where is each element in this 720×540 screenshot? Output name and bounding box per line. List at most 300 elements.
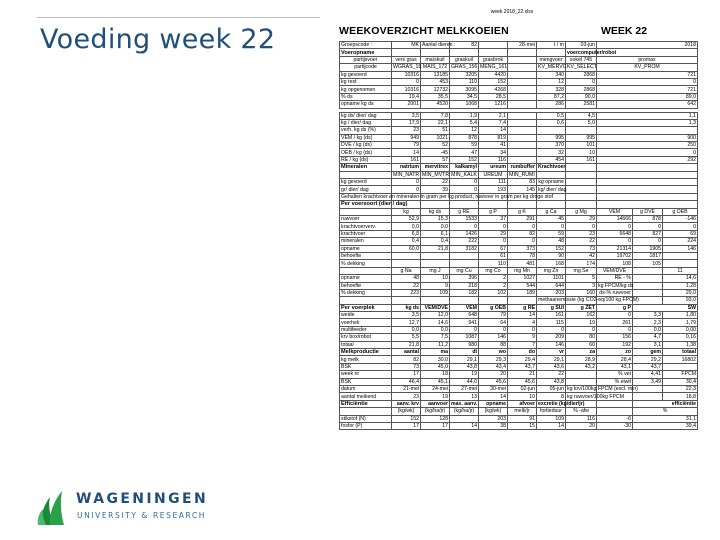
- sheet-cell: 827: [633, 230, 663, 237]
- sheet-cell: 14,6: [663, 275, 698, 282]
- sheet-row: [340, 385, 698, 392]
- sheet-cell: 61: [479, 252, 508, 259]
- sheet-cell: 160: [566, 289, 597, 296]
- sheet-row: [340, 193, 698, 200]
- sheet-row: [340, 252, 698, 259]
- sheet-cell: 22: [421, 179, 450, 186]
- sheet-row: [340, 312, 698, 319]
- sheet-cell: 1,79: [663, 319, 698, 326]
- sheet-cell: VEM/DVE: [597, 267, 633, 274]
- sheet-row: [340, 156, 698, 163]
- sheet-cell: kg opname: [538, 179, 564, 186]
- sheet-cell: 1,38: [663, 341, 698, 348]
- sheet-cell: 20: [479, 371, 508, 378]
- weekly-overview-sheet: [327, 9, 697, 535]
- sheet-cell: 396: [450, 275, 479, 282]
- sheet-header: [339, 25, 697, 40]
- sheet-cell: 6648: [597, 230, 633, 237]
- sheet-cell: 43,4: [479, 363, 508, 370]
- sheet-cell: 3,3: [633, 312, 663, 319]
- sheet-cell: [450, 201, 479, 208]
- sheet-cell: [421, 49, 450, 56]
- sheet-cell: 39: [421, 186, 450, 193]
- sheet-cell: mg Zn: [537, 267, 566, 274]
- sheet-cell: verh. kg ds (%): [340, 127, 392, 134]
- sheet-cell: 1216: [479, 101, 508, 108]
- sheet-cell: aanv. krv: [392, 400, 421, 407]
- sheet-cell: [392, 252, 421, 259]
- sheet-cell: kg melk: [340, 356, 392, 363]
- sheet-cell: 69: [663, 230, 698, 237]
- sheet-cell: [597, 186, 698, 193]
- sheet-cell: RE / kg (ds): [340, 156, 392, 163]
- sheet-cell: 83: [508, 179, 537, 186]
- sheet-cell: 115: [537, 319, 566, 326]
- sheet-cell: 45,0: [421, 363, 450, 370]
- sheet-cell: 29: [479, 230, 508, 237]
- sheet-row: [340, 64, 698, 71]
- sheet-cell: 454: [537, 156, 566, 163]
- sheet-cell: (kg/ha/jr): [450, 408, 479, 415]
- sheet-cell: 43,8: [537, 378, 566, 385]
- sheet-cell: 88: [479, 341, 508, 348]
- sheet-cell: afvoer: [508, 400, 537, 407]
- sheet-row: [340, 86, 698, 93]
- sheet-cell: [450, 415, 479, 422]
- sheet-cell: 0,0: [392, 326, 421, 333]
- sheet-cell: 105: [633, 260, 663, 267]
- sheet-cell: 145: [508, 186, 537, 193]
- sheet-cell: 3,5: [392, 312, 421, 319]
- sheet-cell: 168: [537, 260, 566, 267]
- sheet-cell: MIN_MVTR: [422, 171, 450, 178]
- logo-subtitle: UNIVERSITY & RESEARCH: [77, 511, 207, 520]
- sheet-cell: g P: [479, 208, 508, 215]
- sheet-cell: [479, 297, 508, 304]
- sheet-cell: ureum: [479, 164, 508, 171]
- sheet-row: [340, 71, 698, 78]
- sheet-cell: [537, 49, 566, 56]
- sheet-cell: 43,7: [508, 363, 537, 370]
- sheet-cell: [633, 289, 663, 296]
- sheet-row: [340, 275, 698, 282]
- sheet-cell: 73: [392, 363, 421, 370]
- sheet-cell: kg ruwvoer/100kg FPCM: [567, 393, 625, 400]
- sheet-cell: [566, 371, 597, 378]
- sheet-cell: 15,3: [421, 215, 450, 222]
- sheet-cell: g SUI: [537, 304, 566, 311]
- sheet-cell: 0: [597, 238, 633, 245]
- sheet-cell: [340, 408, 392, 415]
- sheet-cell: 59: [537, 230, 566, 237]
- sheet-cell: 20: [566, 422, 597, 429]
- slide-title: Voeding week 22: [40, 24, 276, 55]
- sheet-cell: 17: [392, 371, 421, 378]
- sheet-cell: 17: [392, 422, 421, 429]
- sheet-cell: 0: [508, 223, 537, 230]
- sheet-cell: 6,1: [421, 230, 450, 237]
- sheet-cell: kg krv/100kg FPCM (excl. min): [567, 386, 638, 393]
- sheet-cell: 116: [566, 415, 597, 422]
- sheet-cell: % eiwit: [597, 378, 633, 385]
- sheet-cell: 0: [537, 326, 566, 333]
- sheet-cell: 38: [479, 422, 508, 429]
- sheet-row: [340, 260, 698, 267]
- sheet-cell: KV_SELECT: [567, 64, 597, 71]
- sheet-cell: 28,9: [566, 356, 597, 363]
- sheet-row: [340, 304, 698, 311]
- sheet-cell: 0,16: [663, 334, 698, 341]
- sheet-cell: 10: [566, 149, 597, 156]
- sheet-cell: Efficiëntie: [340, 400, 392, 407]
- sheet-cell: [450, 49, 479, 56]
- sheet-cell: 35,5: [421, 93, 450, 100]
- sheet-cell: [633, 275, 663, 282]
- sheet-cell: 80: [566, 334, 597, 341]
- sheet-cell: voerhek: [340, 319, 392, 326]
- sheet-cell: (kg/ha/jr): [421, 408, 450, 415]
- sheet-cell: [421, 260, 450, 267]
- sheet-cell: 29,4: [508, 356, 537, 363]
- sheet-cell: [340, 297, 392, 304]
- sheet-row: [340, 371, 698, 378]
- sheet-cell: 11,2: [421, 341, 450, 348]
- sheet-cell: 5,0: [566, 119, 597, 126]
- sheet-cell: mineralen: [340, 238, 392, 245]
- sheet-cell: opname kg ds: [340, 101, 392, 108]
- sheet-cell: 152: [537, 245, 566, 252]
- sheet-cell: 03-jun: [566, 42, 597, 49]
- sheet-cell: 0,4: [392, 238, 421, 245]
- sheet-cell: 648: [450, 312, 479, 319]
- sheet-cell: [597, 193, 698, 200]
- sheet-cell: 193: [479, 186, 508, 193]
- sheet-cell: 29,1: [450, 356, 479, 363]
- sheet-cell: 12732: [421, 86, 450, 93]
- sheet-cell: g RE: [508, 304, 537, 311]
- sheet-cell: 14,6: [421, 319, 450, 326]
- sheet-cell: MAIS_172: [421, 64, 450, 71]
- sheet-cell: 46,4: [392, 378, 421, 385]
- sheet-cell: behoefte: [340, 252, 392, 259]
- sheet-cell: 8: [537, 393, 566, 400]
- sheet-row: [340, 415, 698, 422]
- sheet-cell: 19,4: [392, 93, 421, 100]
- sheet-cell: 45: [537, 215, 566, 222]
- sheet-cell: 43,1: [597, 363, 633, 370]
- sheet-cell: MIN_KALK: [451, 171, 477, 178]
- sheet-cell: vers gras: [392, 56, 421, 63]
- sheet-cell: [508, 142, 537, 149]
- sheet-cell: 1,9: [450, 112, 479, 119]
- sheet-cell: 721: [597, 71, 698, 78]
- sheet-cell: 10: [508, 393, 537, 400]
- sheet-cell: 02-jun: [508, 385, 537, 392]
- sheet-cell: 370: [537, 142, 566, 149]
- sheet-cell: 44,0: [450, 378, 479, 385]
- sheet-cell: 189: [508, 289, 537, 296]
- sheet-cell: kg/ dier/ dag: [538, 186, 567, 193]
- sheet-row: [340, 42, 698, 49]
- sheet-cell: kg ds/ dier/ dag: [340, 112, 392, 119]
- sheet-cell: [340, 171, 392, 178]
- sheet-cell: mg Se: [566, 267, 597, 274]
- sheet-cell: 27-mei: [450, 385, 479, 392]
- sheet-cell: 12: [537, 78, 566, 85]
- sheet-cell: 23: [566, 230, 597, 237]
- sheet-cell: 29,2: [633, 356, 663, 363]
- sheet-row: [340, 349, 698, 356]
- sheet-cell: 60: [566, 341, 597, 348]
- sheet-cell: [566, 179, 597, 186]
- sheet-cell: 16802: [663, 356, 698, 363]
- sheet-week-label: WEEK 22: [601, 25, 648, 37]
- sheet-cell: 82: [450, 42, 479, 49]
- sheet-cell: 2,1: [479, 112, 508, 119]
- sheet-cell: 9: [508, 334, 537, 341]
- sheet-cell: 102: [479, 289, 508, 296]
- sheet-cell: 995: [566, 134, 597, 141]
- sheet-row: [340, 238, 698, 245]
- sheet-cell: 261: [597, 319, 633, 326]
- sheet-cell: [508, 93, 537, 100]
- sheet-cell: 1,1: [597, 112, 698, 119]
- sheet-cell: 28-mei: [508, 42, 537, 49]
- sheet-row: [340, 422, 698, 429]
- sheet-cell: opname: [340, 245, 392, 252]
- sheet-cell: VEM: [450, 304, 479, 311]
- sheet-cell: [508, 56, 537, 63]
- sheet-cell: 30,0: [421, 356, 450, 363]
- sheet-cell: kg FPCM/kg ds: [598, 282, 634, 289]
- sheet-cell: 12,0: [421, 312, 450, 319]
- sheet-cell: 29,3: [479, 356, 508, 363]
- sheet-cell: 0: [663, 223, 698, 230]
- sheet-cell: 0: [450, 186, 479, 193]
- sheet-cell: 28,4: [597, 356, 633, 363]
- sheet-cell: kg ds: [392, 304, 421, 311]
- sheet-cell: excretie (kg/dier/jr): [538, 400, 585, 407]
- sheet-cell: 182: [450, 289, 479, 296]
- sheet-cell: kg opgenomen: [340, 86, 392, 93]
- sheet-cell: 4,5: [566, 112, 597, 119]
- sheet-cell: 146: [537, 341, 566, 348]
- sheet-cell: ruwvoer: [340, 215, 392, 222]
- sheet-cell: 45,6: [479, 378, 508, 385]
- sheet-row: [340, 201, 698, 208]
- sheet-cell: 111: [479, 179, 508, 186]
- sheet-cell: 1817: [633, 252, 663, 259]
- sheet-cell: 64: [479, 319, 508, 326]
- sheet-cell: g Mg: [566, 208, 597, 215]
- sheet-cell: aanvoer: [421, 400, 450, 407]
- sheet-cell: [597, 127, 698, 134]
- sheet-cell: week nr: [340, 371, 392, 378]
- sheet-cell: 203: [479, 415, 508, 422]
- sheet-cell: 29: [566, 215, 597, 222]
- sheet-cell: [392, 49, 421, 56]
- sheet-cell: [597, 408, 633, 415]
- sheet-cell: 3095: [450, 86, 479, 93]
- sheet-cell: 05-jun: [537, 385, 566, 392]
- sheet-cell: (kg/wk): [392, 408, 421, 415]
- sheet-cell: 0,0: [633, 326, 663, 333]
- sheet-row: [340, 179, 698, 186]
- sheet-cell: 89,0: [597, 93, 698, 100]
- sheet-row: [340, 215, 698, 222]
- sheet-cell: 0: [392, 78, 421, 85]
- sheet-cell: 28,5: [479, 93, 508, 100]
- sheet-cell: krv box/robot: [340, 334, 392, 341]
- sheet-cell: 11: [663, 267, 698, 274]
- sheet-cell: 0: [566, 223, 597, 230]
- sheet-cell: 0: [633, 238, 663, 245]
- sheet-cell: g ZET: [566, 304, 597, 311]
- sheet-cell: 128: [421, 415, 450, 422]
- sheet-cell: ma: [421, 349, 450, 356]
- sheet-cell: 0: [537, 223, 566, 230]
- sheet-cell: 4420: [479, 71, 508, 78]
- overview-table-body: [340, 42, 698, 430]
- sheet-cell: 23: [392, 393, 421, 400]
- sheet-row: [340, 334, 698, 341]
- sheet-cell: 941: [450, 319, 479, 326]
- sheet-cell: 42: [566, 252, 597, 259]
- sheet-cell: 22,1: [421, 119, 450, 126]
- sheet-cell: 14: [479, 393, 508, 400]
- sheet-cell: 7,4: [479, 119, 508, 126]
- sheet-cell: 995: [537, 134, 566, 141]
- sheet-cell: 45,1: [421, 378, 450, 385]
- sheet-cell: -146: [663, 215, 698, 222]
- sheet-cell: [340, 267, 392, 274]
- sheet-row: [340, 341, 698, 348]
- sheet-cell: natrium: [392, 164, 421, 171]
- sheet-cell: 101: [566, 142, 597, 149]
- sheet-cell: 10316: [392, 86, 421, 93]
- sheet-row: [340, 127, 698, 134]
- sheet-cell: 13: [450, 393, 479, 400]
- sheet-cell: 5,5: [392, 334, 421, 341]
- sheet-cell: 161: [566, 156, 597, 163]
- sheet-cell: 0: [633, 223, 663, 230]
- sheet-cell: Per voersoort (dier / dag): [341, 201, 408, 208]
- sheet-cell: 21,8: [421, 245, 450, 252]
- sheet-cell: 78: [508, 252, 537, 259]
- sheet-row: [340, 112, 698, 119]
- sheet-cell: zo: [597, 349, 633, 356]
- sheet-cell: 2018: [597, 42, 698, 49]
- sheet-cell: 22,3: [663, 385, 698, 392]
- sheet-cell: partijcode: [340, 64, 392, 71]
- sheet-title: WEEKOVERZICHT MELKKOEIEN: [339, 25, 509, 37]
- sheet-cell: [479, 201, 508, 208]
- sheet-cell: 0: [479, 326, 508, 333]
- sheet-cell: 2,3: [633, 319, 663, 326]
- sheet-cell: 29,1: [537, 356, 566, 363]
- sheet-cell: 222: [450, 238, 479, 245]
- sheet-cell: 109: [421, 289, 450, 296]
- sheet-row: [340, 164, 698, 171]
- sheet-cell: kg gevoerd: [340, 71, 392, 78]
- sheet-cell: 10: [421, 275, 450, 282]
- sheet-cell: Aantal dieren :: [422, 42, 456, 49]
- sheet-cell: 116: [479, 156, 508, 163]
- sheet-cell: 91: [508, 415, 537, 422]
- sheet-cell: 1021: [421, 134, 450, 141]
- sheet-cell: rumbuffer: [508, 164, 537, 171]
- sheet-cell: voercomputer/robot: [567, 49, 617, 56]
- sheet-cell: 82: [508, 230, 537, 237]
- sheet-cell: 0: [392, 179, 421, 186]
- sheet-cell: 878: [450, 134, 479, 141]
- sheet-cell: 6,8: [392, 230, 421, 237]
- sheet-cell: 37: [479, 215, 508, 222]
- sheet-cell: 14: [537, 422, 566, 429]
- sheet-cell: 1,3: [597, 119, 698, 126]
- sheet-cell: 4,41: [633, 371, 663, 378]
- sheet-cell: 14666: [597, 215, 633, 222]
- sheet-cell: 0: [479, 238, 508, 245]
- sheet-cell: weide: [340, 312, 392, 319]
- sheet-cell: [537, 201, 566, 208]
- sheet-row: [340, 142, 698, 149]
- sheet-cell: WGRAS_18: [393, 64, 422, 71]
- sheet-cell: 209: [537, 334, 566, 341]
- sheet-cell: mg J: [421, 267, 450, 274]
- sheet-cell: 29,0: [663, 289, 698, 296]
- sheet-cell: 41: [479, 142, 508, 149]
- sheet-cell: 23: [392, 127, 421, 134]
- sheet-cell: 22: [566, 238, 597, 245]
- sheet-cell: [392, 260, 421, 267]
- sheet-cell: 7: [508, 341, 537, 348]
- sheet-cell: 1027: [508, 275, 537, 282]
- sheet-cell: KV_PROM: [597, 64, 698, 71]
- sheet-cell: grasbrok: [479, 56, 508, 63]
- sheet-cell: 819: [479, 134, 508, 141]
- sheet-cell: 192: [597, 341, 633, 348]
- sheet-row: [340, 289, 698, 296]
- sheet-cell: 34: [479, 149, 508, 156]
- sheet-cell: Melkproductie: [340, 349, 392, 356]
- sheet-cell: (kg/wk): [479, 408, 508, 415]
- sheet-cell: fortieduur: [537, 408, 566, 415]
- sheet-cell: -30: [597, 422, 633, 429]
- sheet-row: [340, 149, 698, 156]
- sheet-cell: max. aanv.: [451, 400, 478, 407]
- sheet-cell: 17,9: [392, 119, 421, 126]
- sheet-cell: 544: [508, 282, 537, 289]
- sheet-cell: 0: [597, 312, 633, 319]
- sheet-cell: 48: [537, 238, 566, 245]
- sheet-cell: [633, 267, 663, 274]
- sheet-row: [340, 363, 698, 370]
- sheet-cell: mervitrex: [421, 164, 450, 171]
- sheet-cell: 146: [663, 245, 698, 252]
- sheet-cell: 4,7: [633, 334, 663, 341]
- sheet-cell: [508, 112, 537, 119]
- sheet-cell: 203: [537, 289, 566, 296]
- sheet-cell: 161: [392, 156, 421, 163]
- sheet-row: [340, 245, 698, 252]
- wageningen-logo: [36, 487, 236, 527]
- sheet-cell: [508, 156, 537, 163]
- sheet-row: [340, 356, 698, 363]
- sheet-cell: 82: [392, 356, 421, 363]
- sheet-cell: fosfor (P): [340, 422, 392, 429]
- sheet-cell: 17: [421, 422, 450, 429]
